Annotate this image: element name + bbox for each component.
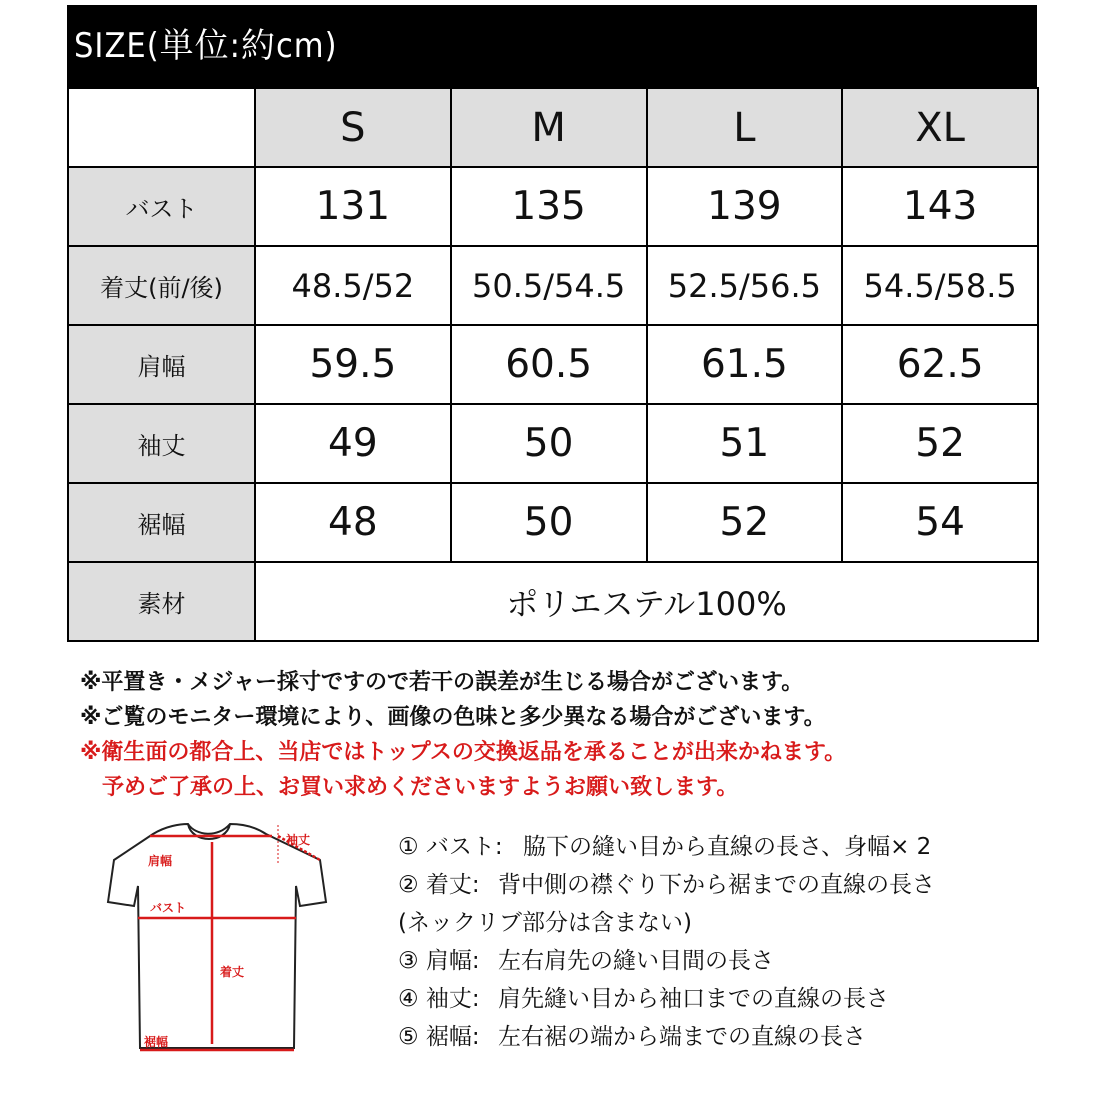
table-cell: 52: [842, 404, 1038, 483]
diagram-label-sleeve: 袖丈: [286, 833, 311, 847]
legend-desc: (ネックリブ部分は含まない): [398, 910, 692, 936]
size-chart-title: SIZE(単位:約cm): [67, 5, 1037, 87]
table-cell: 62.5: [842, 325, 1038, 404]
legend-desc: 脇下の縫い目から直線の長さ、身幅× 2: [523, 834, 932, 860]
table-cell: 50.5/54.5: [451, 246, 647, 325]
table-cell: 51: [647, 404, 843, 483]
legend-label: ④ 袖丈:: [398, 986, 480, 1012]
size-header-row: [68, 88, 1038, 167]
table-cell: 131: [255, 167, 451, 246]
legend-desc: 肩先縫い目から袖口までの直線の長さ: [498, 986, 889, 1012]
legend-label: ③ 肩幅:: [398, 948, 480, 974]
table-cell: 135: [451, 167, 647, 246]
legend-item-hem: [398, 1018, 1058, 1056]
table-row-shoulder: [68, 325, 1038, 404]
corner-cell: [68, 88, 255, 167]
legend-label: ② 着丈:: [398, 872, 480, 898]
table-cell: 139: [647, 167, 843, 246]
table-cell: 50: [451, 404, 647, 483]
legend-item-sleeve: [398, 980, 1058, 1018]
legend-item-length: [398, 866, 1058, 904]
table-row-bust: [68, 167, 1038, 246]
table-row-length: [68, 246, 1038, 325]
table-row-hem: [68, 483, 1038, 562]
size-header-m: M: [451, 88, 647, 167]
tshirt-outline: [108, 824, 326, 1048]
table-cell: 50: [451, 483, 647, 562]
row-label: バスト: [68, 167, 255, 246]
size-table: [67, 87, 1039, 642]
table-cell: 48.5/52: [255, 246, 451, 325]
size-header-xl: XL: [842, 88, 1038, 167]
legend-item-length-note: [398, 904, 1058, 942]
note-no-return: ※衛生面の都合上、当店ではトップスの交換返品を承ることが出来かねます。: [80, 740, 847, 765]
table-cell: 52: [647, 483, 843, 562]
diagram-label-hem: 裾幅: [144, 1035, 169, 1049]
row-label: 素材: [68, 562, 255, 641]
size-header-l: L: [647, 88, 843, 167]
row-label: 肩幅: [68, 325, 255, 404]
table-cell: 48: [255, 483, 451, 562]
table-row-sleeve: [68, 404, 1038, 483]
diagram-label-length: 着丈: [220, 965, 245, 979]
legend-label: ① バスト:: [398, 834, 503, 860]
row-label: 着丈(前/後): [68, 246, 255, 325]
legend-label: ⑤ 裾幅:: [398, 1024, 480, 1050]
diagram-label-bust: バスト: [150, 901, 187, 915]
legend-item-bust: [398, 828, 1058, 866]
legend-desc: 左右裾の端から端までの直線の長さ: [498, 1024, 866, 1050]
note-measurement: ※平置き・メジャー採寸ですので若干の誤差が生じる場合がございます。: [80, 670, 804, 695]
legend-desc: 背中側の襟ぐり下から裾までの直線の長さ: [498, 872, 935, 898]
row-label: 袖丈: [68, 404, 255, 483]
table-cell: 54.5/58.5: [842, 246, 1038, 325]
row-label: 裾幅: [68, 483, 255, 562]
notes: [80, 665, 1060, 805]
table-cell: 52.5/56.5: [647, 246, 843, 325]
tshirt-measurement-diagram: [88, 820, 378, 1060]
diagram-label-shoulder: 肩幅: [148, 854, 173, 868]
legend-desc: 左右肩先の縫い目間の長さ: [498, 948, 774, 974]
table-cell: 143: [842, 167, 1038, 246]
table-cell: 49: [255, 404, 451, 483]
table-cell: 61.5: [647, 325, 843, 404]
table-cell: 60.5: [451, 325, 647, 404]
size-header-s: S: [255, 88, 451, 167]
table-cell: 59.5: [255, 325, 451, 404]
legend-item-shoulder: [398, 942, 1058, 980]
material-value: ポリエステル100%: [255, 562, 1038, 641]
note-acknowledge: 予めご了承の上、お買い求めくださいますようお願い致します。: [102, 775, 739, 800]
measurement-legend: [398, 828, 1058, 1056]
table-cell: 54: [842, 483, 1038, 562]
note-monitor: ※ご覧のモニター環境により、画像の色味と多少異なる場合がございます。: [80, 705, 826, 730]
table-row-material: [68, 562, 1038, 641]
